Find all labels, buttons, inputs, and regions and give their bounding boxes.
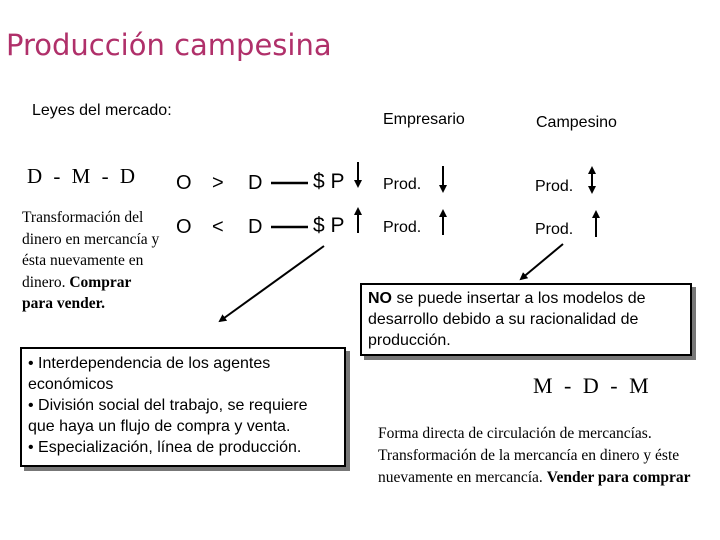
insertion-note-emphasis: NO — [368, 290, 392, 307]
dmd-description-emphasis: Comprar para vender. — [22, 273, 132, 312]
page-title: Producción campesina — [6, 28, 332, 62]
row-1-d: D — [248, 172, 263, 194]
row-1-price: $ P — [313, 170, 345, 193]
market-laws-label: Leyes del mercado: — [32, 102, 172, 119]
insertion-note-text: se puede insertar a los modelos de desarrollo debido a su racionalidad de producción. — [368, 290, 646, 349]
formula-mdm: M - D - M — [533, 373, 652, 398]
row-1-operator: > — [212, 172, 224, 194]
row-2-operator: < — [212, 216, 224, 238]
characteristic-item: • Especialización, línea de producción. — [28, 439, 302, 456]
row-2-price: $ P — [313, 214, 345, 237]
characteristic-item: • División social del trabajo, se requiere que haya un flujo de compra y venta. — [28, 397, 308, 435]
row-2-o: O — [176, 216, 192, 238]
column-header-campesino: Campesino — [536, 114, 617, 131]
characteristic-item: • Interdependencia de los agentes económicos — [28, 355, 271, 393]
row-1-empresario-prod: Prod. — [383, 176, 422, 193]
mdm-description-emphasis: Vender para comprar — [546, 469, 691, 486]
formula-dmd: D - M - D — [27, 164, 138, 188]
row-1-campesino-prod: Prod. — [535, 178, 574, 195]
column-header-empresario: Empresario — [383, 111, 465, 128]
row-2-empresario-prod: Prod. — [383, 219, 422, 236]
dmd-description-text: Transformación del dinero en mercancía y ésta nuevamente en dinero. — [22, 209, 160, 291]
row-1-o: O — [176, 172, 192, 194]
row-2-campesino-prod: Prod. — [535, 221, 574, 238]
mdm-description-text: Forma directa de circulación de mercancías. Transformación de la mercancía en dinero y éste nuevamente en mercancía. — [378, 425, 680, 486]
row-2-d: D — [248, 216, 263, 238]
pointer-arrow-to-note — [521, 244, 563, 279]
pointer-arrow-to-characteristics — [220, 246, 324, 321]
